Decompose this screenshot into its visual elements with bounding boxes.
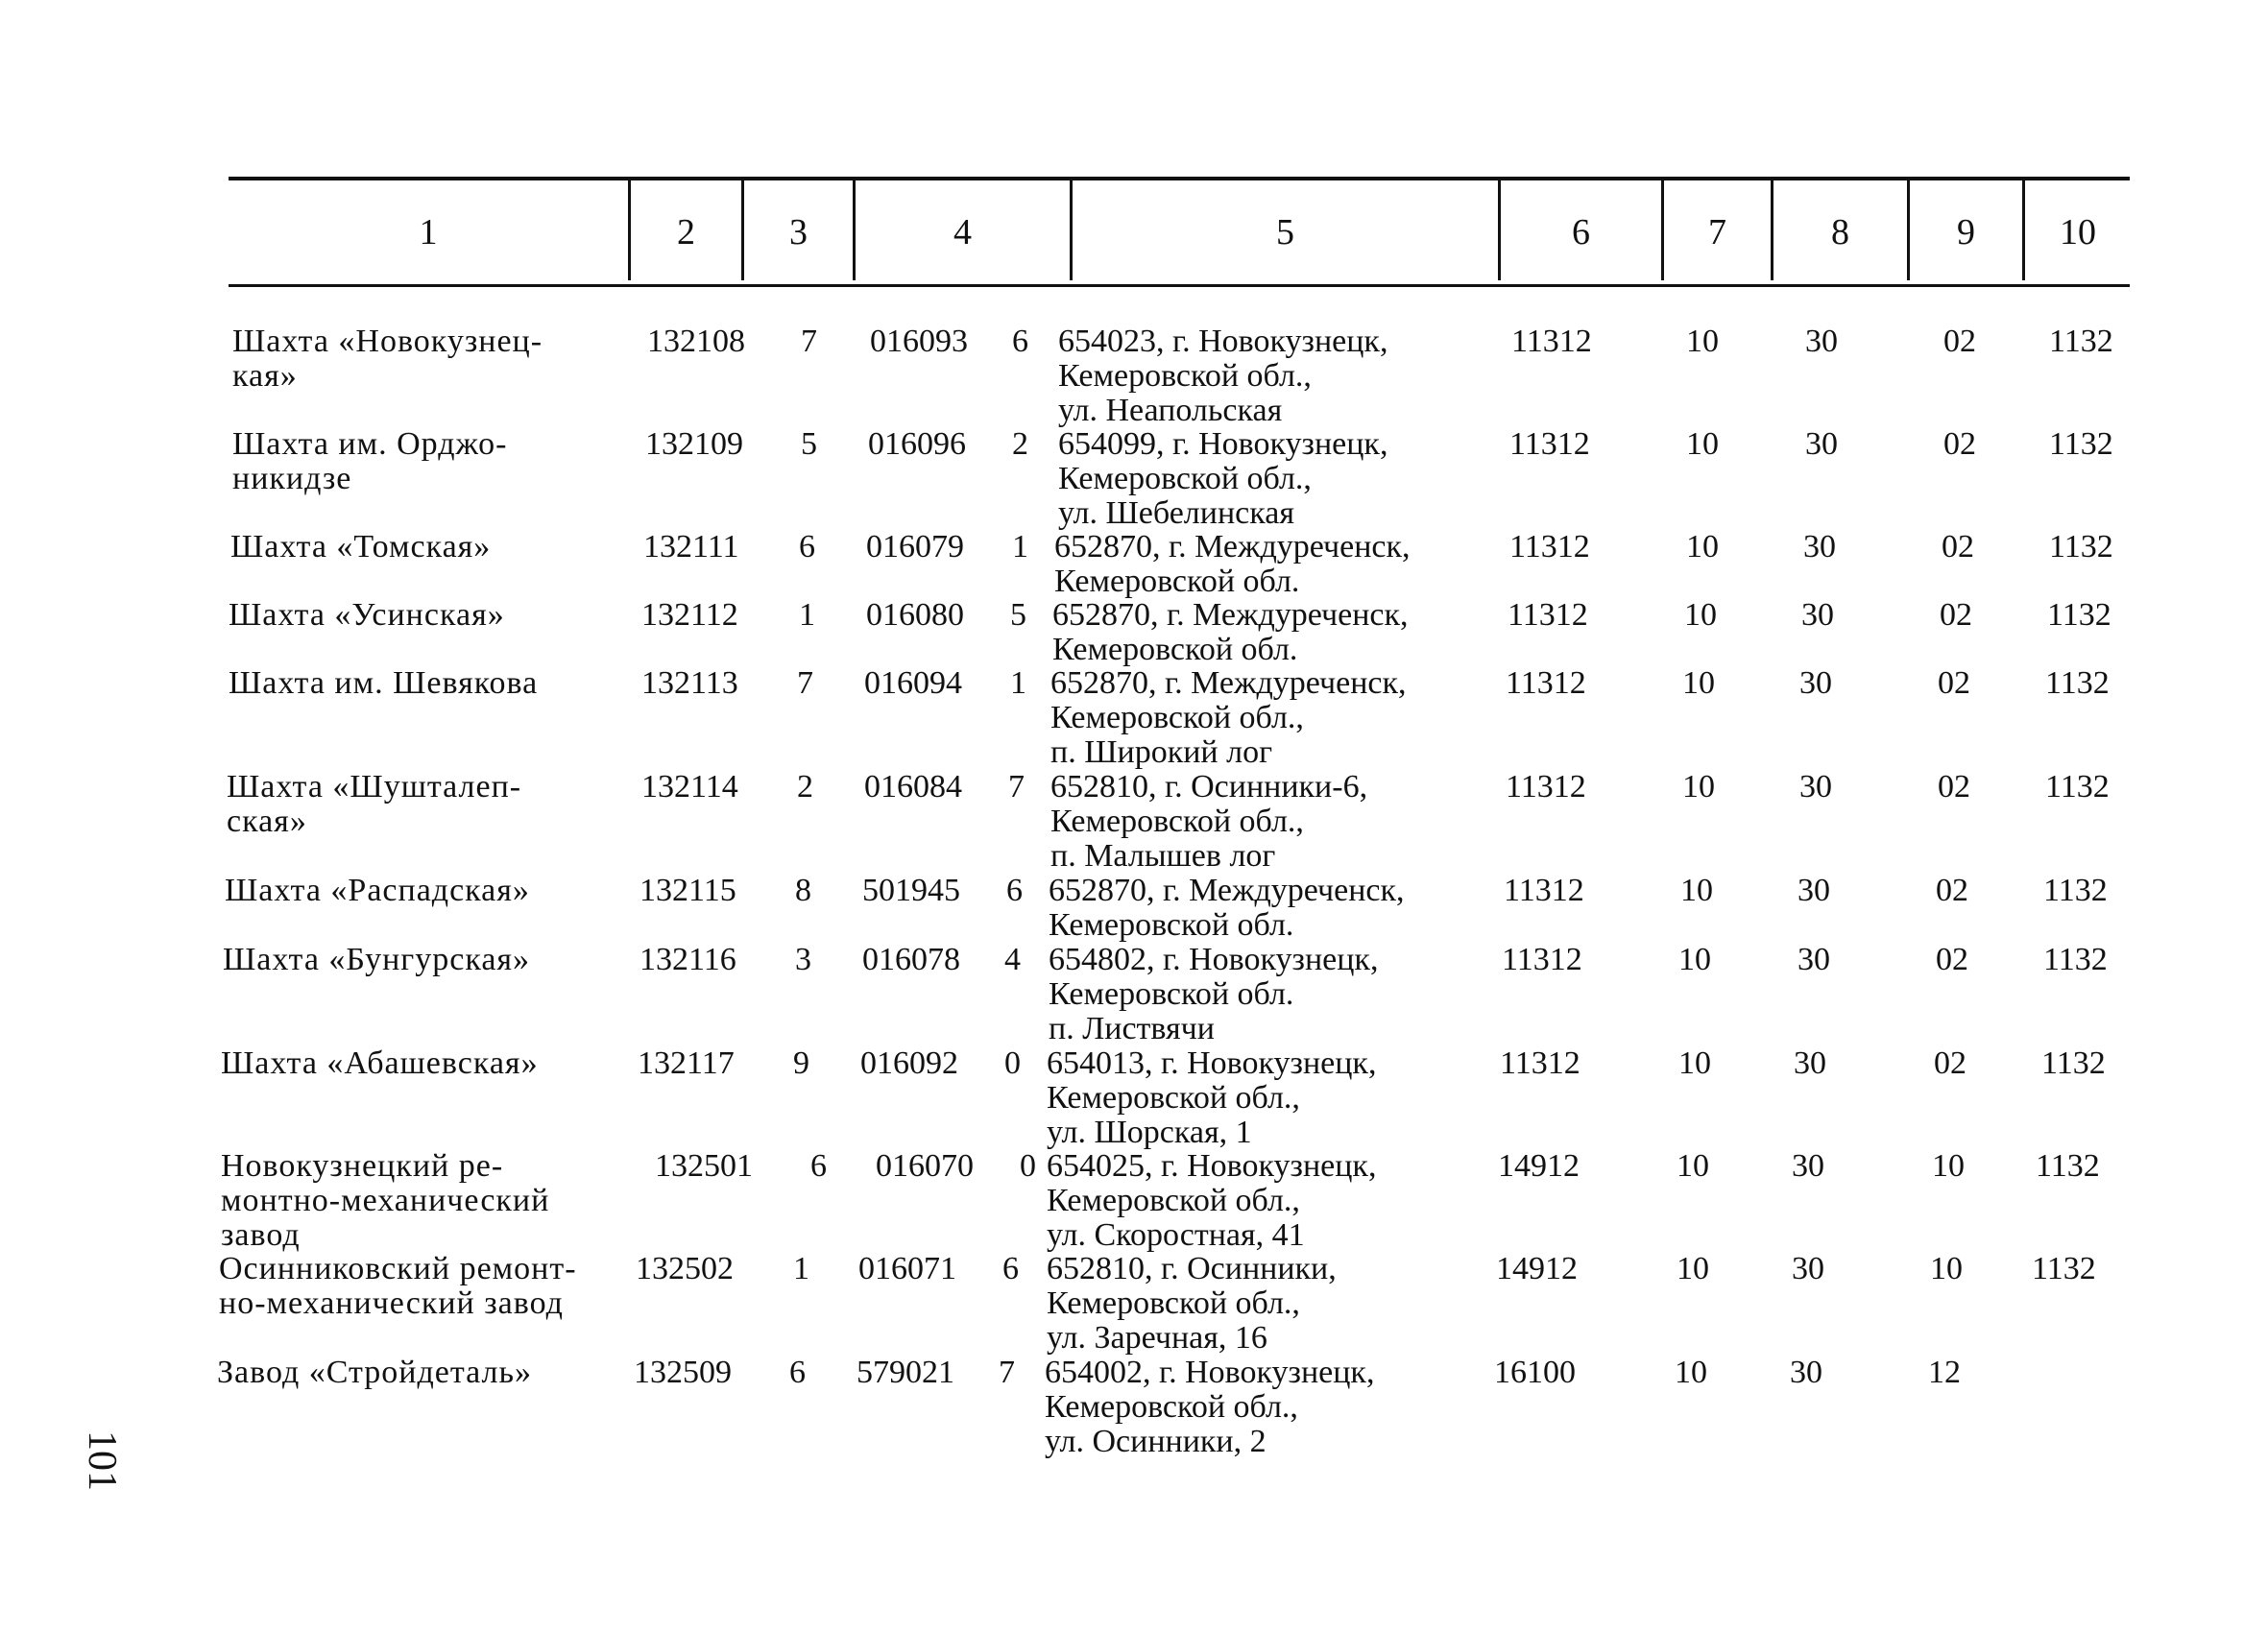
header-col-6: 6 [1572, 212, 1590, 252]
row-col-9: 02 [1938, 769, 1970, 804]
row-col-10: 1132 [2032, 1251, 2096, 1286]
row-col-3: 6 [799, 529, 815, 564]
row-col-6: 11312 [1506, 665, 1586, 701]
row-col-8: 30 [1792, 1148, 1824, 1184]
row-col-7: 10 [1677, 1148, 1709, 1184]
row-name: Шахта «Бунгурская» [223, 942, 531, 977]
row-col-10: 1132 [2036, 1148, 2100, 1184]
header-col-2: 2 [677, 212, 695, 252]
row-col-4-check: 5 [1010, 597, 1026, 633]
row-col-4: 016084 [864, 769, 962, 804]
row-col-9: 12 [1928, 1355, 1961, 1390]
header-col-1: 1 [419, 212, 438, 252]
row-address: 654802, г. Новокузнецк, Кемеровской обл. п. Листвячи [1049, 942, 1379, 1046]
row-name: Шахта «Томская» [230, 529, 492, 564]
row-col-10: 1132 [2043, 873, 2108, 908]
row-col-8: 30 [1794, 1045, 1826, 1081]
row-col-10: 1132 [2043, 942, 2108, 977]
row-col-3: 7 [801, 324, 817, 359]
row-col-10: 1132 [2049, 426, 2113, 462]
header-col-3: 3 [789, 212, 808, 252]
row-col-4: 501945 [862, 873, 960, 908]
row-col-2: 132112 [641, 597, 738, 633]
row-col-4-check: 7 [999, 1355, 1015, 1390]
row-col-3: 3 [795, 942, 811, 977]
row-address: 654013, г. Новокузнецк, Кемеровской обл., ул. Шорская, 1 [1047, 1045, 1377, 1150]
row-name: Шахта «Абашевская» [221, 1045, 539, 1081]
row-col-3: 9 [793, 1045, 809, 1081]
row-col-2: 132509 [634, 1355, 732, 1390]
row-col-4: 016092 [860, 1045, 958, 1081]
row-col-8: 30 [1801, 597, 1834, 633]
row-col-4: 016079 [866, 529, 964, 564]
row-col-9: 10 [1930, 1251, 1963, 1286]
row-name: Шахта «Новокузнец- кая» [232, 324, 543, 394]
row-col-7: 10 [1686, 426, 1719, 462]
row-col-4: 016093 [870, 324, 968, 359]
row-col-7: 10 [1675, 1355, 1707, 1390]
row-col-4: 016071 [858, 1251, 956, 1286]
row-address: 654025, г. Новокузнецк, Кемеровской обл., ул. Скоростная, 41 [1047, 1148, 1377, 1253]
row-col-7: 10 [1682, 769, 1715, 804]
row-col-4-check: 4 [1004, 942, 1021, 977]
row-col-3: 2 [797, 769, 813, 804]
row-col-10: 1132 [2049, 324, 2113, 359]
row-col-3: 7 [797, 665, 813, 701]
row-col-9: 02 [1934, 1045, 1966, 1081]
row-col-4-check: 7 [1008, 769, 1025, 804]
row-col-8: 30 [1805, 426, 1838, 462]
row-col-3: 6 [810, 1148, 827, 1184]
row-col-4-check: 6 [1002, 1251, 1019, 1286]
row-col-2: 132114 [641, 769, 738, 804]
row-col-4: 016070 [876, 1148, 974, 1184]
row-address: 652810, г. Осинники, Кемеровской обл., ул. Заречная, 16 [1047, 1251, 1337, 1356]
row-name: Шахта им. Шевякова [229, 665, 539, 701]
row-col-4-check: 6 [1006, 873, 1023, 908]
row-col-9: 02 [1943, 426, 1976, 462]
row-col-4-check: 0 [1004, 1045, 1021, 1081]
row-col-2: 132502 [636, 1251, 734, 1286]
row-col-10: 1132 [2049, 529, 2113, 564]
header-col-4: 4 [953, 212, 972, 252]
row-col-8: 30 [1805, 324, 1838, 359]
row-name: Осинниковский ремонт- но-механический завод [219, 1251, 577, 1321]
row-col-8: 30 [1790, 1355, 1822, 1390]
row-col-4: 016094 [864, 665, 962, 701]
row-address: 654002, г. Новокузнецк, Кемеровской обл., ул. Осинники, 2 [1045, 1355, 1375, 1459]
row-col-2: 132115 [639, 873, 736, 908]
row-col-8: 30 [1798, 942, 1830, 977]
row-name: Шахта «Шушталеп- ская» [227, 769, 522, 839]
header-col-10: 10 [2060, 212, 2096, 252]
row-col-6: 11312 [1504, 873, 1584, 908]
row-col-9: 02 [1940, 597, 1972, 633]
row-col-4: 016078 [862, 942, 960, 977]
row-col-6: 11312 [1509, 529, 1590, 564]
row-address: 652870, г. Междуреченск, Кемеровской обл. [1054, 529, 1411, 599]
row-col-4: 016080 [866, 597, 964, 633]
row-address: 652810, г. Осинники-6, Кемеровской обл., п. Малышев лог [1050, 769, 1368, 874]
row-col-8: 30 [1799, 769, 1832, 804]
row-col-3: 1 [793, 1251, 809, 1286]
row-col-7: 10 [1680, 873, 1713, 908]
row-col-4: 579021 [857, 1355, 954, 1390]
row-col-8: 30 [1803, 529, 1836, 564]
row-col-9: 02 [1943, 324, 1976, 359]
row-col-6: 16100 [1494, 1355, 1576, 1390]
row-name: Шахта им. Орджо- никидзе [232, 426, 508, 496]
header-col-8: 8 [1831, 212, 1849, 252]
row-address: 654099, г. Новокузнецк, Кемеровской обл., ул. Шебелинская [1058, 426, 1388, 531]
row-col-3: 1 [799, 597, 815, 633]
row-address: 652870, г. Междуреченск, Кемеровской обл. [1052, 597, 1409, 667]
row-col-2: 132116 [639, 942, 736, 977]
row-name: Новокузнецкий ре- монтно-механический завод [221, 1148, 550, 1253]
row-col-6: 11312 [1500, 1045, 1580, 1081]
row-col-10: 1132 [2041, 1045, 2106, 1081]
header-col-5: 5 [1276, 212, 1294, 252]
row-col-10: 1132 [2045, 665, 2110, 701]
row-col-4-check: 0 [1020, 1148, 1036, 1184]
row-col-6: 11312 [1506, 769, 1586, 804]
row-address: 654023, г. Новокузнецк, Кемеровской обл., ул. Неапольская [1058, 324, 1388, 428]
row-col-8: 30 [1798, 873, 1830, 908]
row-col-9: 10 [1932, 1148, 1965, 1184]
row-col-2: 132501 [655, 1148, 753, 1184]
row-col-2: 132111 [643, 529, 739, 564]
table-header-bottom-rule [229, 284, 2130, 287]
row-col-4: 016096 [868, 426, 966, 462]
row-col-6: 14912 [1496, 1251, 1578, 1286]
row-col-2: 132108 [647, 324, 745, 359]
row-col-2: 132117 [638, 1045, 735, 1081]
row-col-3: 6 [789, 1355, 806, 1390]
row-col-2: 132113 [641, 665, 738, 701]
header-col-7: 7 [1708, 212, 1726, 252]
row-col-8: 30 [1799, 665, 1832, 701]
row-col-7: 10 [1686, 324, 1719, 359]
row-col-4-check: 1 [1012, 529, 1028, 564]
row-col-3: 5 [801, 426, 817, 462]
row-col-7: 10 [1677, 1251, 1709, 1286]
row-col-4-check: 6 [1012, 324, 1028, 359]
row-col-4-check: 1 [1010, 665, 1026, 701]
row-col-3: 8 [795, 873, 811, 908]
row-col-6: 11312 [1509, 426, 1590, 462]
row-col-7: 10 [1686, 529, 1719, 564]
row-name: Шахта «Усинская» [229, 597, 505, 633]
row-col-9: 02 [1936, 873, 1968, 908]
row-col-6: 14912 [1498, 1148, 1580, 1184]
header-col-9: 9 [1957, 212, 1975, 252]
row-col-7: 10 [1682, 665, 1715, 701]
row-col-7: 10 [1684, 597, 1717, 633]
page-number: 101 [80, 1430, 124, 1491]
row-col-6: 11312 [1508, 597, 1588, 633]
row-col-7: 10 [1678, 1045, 1711, 1081]
row-col-6: 11312 [1511, 324, 1592, 359]
row-name: Завод «Стройдеталь» [217, 1355, 532, 1390]
row-address: 652870, г. Междуреченск, Кемеровской обл., п. Широкий лог [1050, 665, 1407, 770]
row-col-7: 10 [1678, 942, 1711, 977]
row-col-4-check: 2 [1012, 426, 1028, 462]
row-col-9: 02 [1942, 529, 1974, 564]
row-col-8: 30 [1792, 1251, 1824, 1286]
row-name: Шахта «Распадская» [225, 873, 530, 908]
row-col-9: 02 [1936, 942, 1968, 977]
row-address: 652870, г. Междуреченск, Кемеровской обл. [1049, 873, 1405, 943]
row-col-9: 02 [1938, 665, 1970, 701]
table-top-rule [229, 177, 2130, 180]
row-col-2: 132109 [645, 426, 743, 462]
row-col-10: 1132 [2045, 769, 2110, 804]
row-col-10: 1132 [2047, 597, 2111, 633]
row-col-6: 11312 [1502, 942, 1582, 977]
